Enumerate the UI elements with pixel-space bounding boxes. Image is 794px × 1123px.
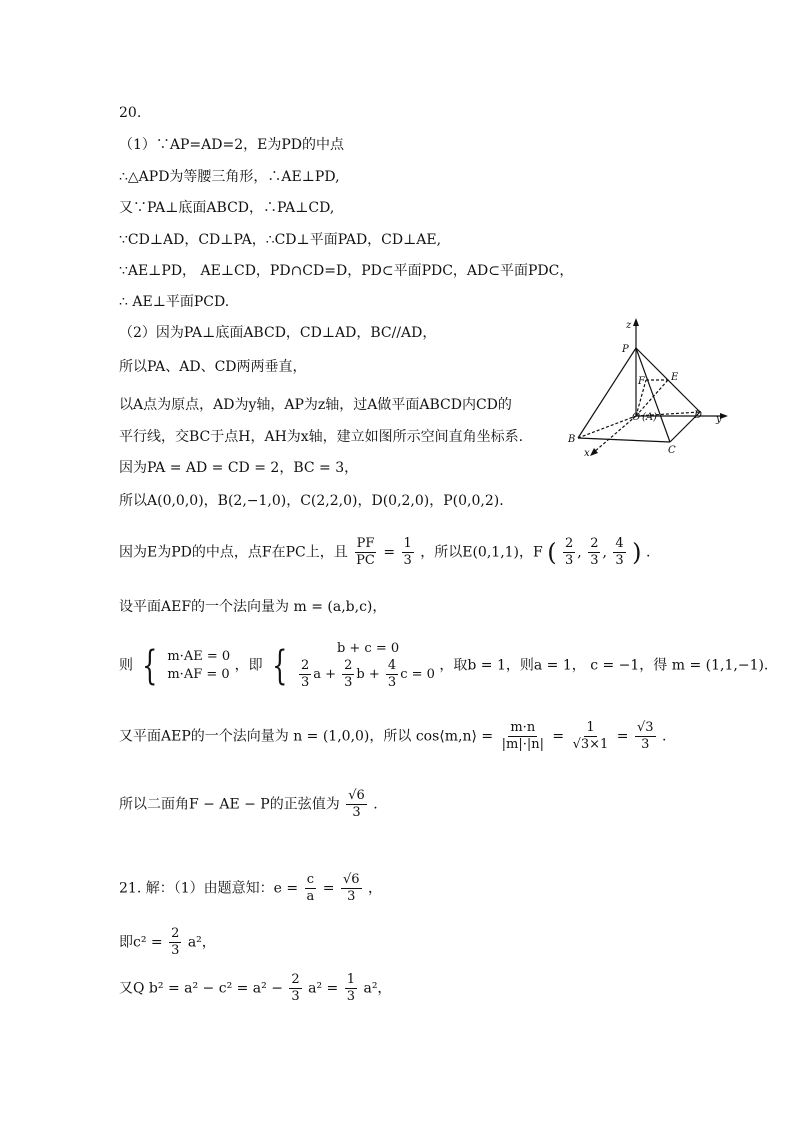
solution-line-6: ∴ AE⊥平面PCD.: [119, 294, 230, 310]
label-D: D: [694, 410, 703, 421]
solution-line-13: 因为E为PD的中点，点F在PC上，且 $\frac{PF}{PC}$ = $\frac{1}{3}$ ，所以E(0,1,1)，F ( $\frac{2}{3}$ , $\frac{2}{3}$ , $\frac{4}{3}$ ) .: [119, 536, 651, 568]
label-F: F: [638, 376, 645, 387]
question-number: 20.: [119, 105, 142, 121]
question-21-line-2: 即c² = $\frac{2}{3}$ a²，: [119, 926, 216, 958]
solution-line-5: ∵AE⊥PD， AE⊥CD，PD∩CD=D，PD⊂平面PDC，AD⊂平面PDC，: [119, 263, 574, 279]
fraction: $\frac{m\cdot n}{|m|\cdot|n|}$: [501, 720, 544, 752]
label-A: (A): [642, 412, 658, 423]
label-E: E: [671, 372, 679, 383]
paren: (: [547, 538, 557, 567]
text: 因为E为PD的中点，点F在PC上，且: [119, 544, 348, 561]
solution-line-17: 所以二面角F − AE − P的正弦值为 $\frac{√6}{3}$ .: [119, 788, 378, 820]
left-brace: {: [142, 642, 158, 689]
solution-line-2: ∴△APD为等腰三角形，∴AE⊥PD,: [119, 169, 340, 185]
question-21-line-1: 21. 解：（1）由题意知：e = $\frac{c}{a}$ = $\frac{√6}{3}$ ，: [119, 872, 382, 904]
solution-line-15: [119, 640, 768, 691]
label-x: x: [584, 448, 590, 458]
label-y: y: [716, 414, 722, 425]
text: 又平面AEP的一个法向量为 n = (1,0,0)，所以 cos⟨m,n⟩ =: [119, 728, 498, 745]
edge-PC: [636, 348, 670, 442]
text: ，取b = 1，则a = 1， c = −1，得 m = (1,1,−1).: [439, 657, 769, 674]
solution-line-7: （2）因为PA⊥底面ABCD，CD⊥AD，BC//AD，: [119, 325, 437, 341]
text: 则: [119, 657, 133, 674]
solution-line-14: 设平面AEF的一个法向量为 m = (a,b,c)，: [119, 599, 387, 615]
fraction: $\frac{√6}{3}$: [348, 788, 365, 820]
text: 即c² =: [119, 934, 168, 951]
text: 所以二面角F − AE − P的正弦值为: [119, 796, 340, 813]
text: 21. 解：（1）由题意知：e =: [119, 880, 303, 897]
fraction: $\frac{c}{a}$: [306, 872, 315, 904]
fraction: $\frac{1}{3}$: [346, 972, 356, 1004]
fraction: $\frac{4}{3}$: [615, 536, 624, 568]
fraction: $\frac{2}{3}$: [565, 536, 574, 568]
solution-line-3: 又∵PA⊥底面ABCD，∴PA⊥CD,: [119, 200, 335, 216]
fraction: $\frac{1}{3}$: [403, 536, 412, 568]
label-P: P: [622, 344, 629, 355]
fraction: $\frac{2}{3}$: [171, 926, 180, 958]
text: .: [645, 544, 651, 561]
edge-AB: [578, 416, 636, 438]
pyramid-coordinate-diagram: [560, 318, 730, 458]
fraction: $\frac{√3}{3}$: [636, 720, 654, 752]
fraction: $\frac{PF}{PC}$: [356, 536, 375, 568]
text: 又Q b² = a² − c² = a² −: [119, 980, 288, 997]
edge-BC: [578, 438, 670, 442]
solution-line-16: 又平面AEP的一个法向量为 n = (1,0,0)，所以 cos⟨m,n⟩ = $\frac{m\cdot n}{|m|\cdot|n|}$ = $\frac{1}{√3\times 1}$ = $\frac{√3}{3}$ .: [119, 720, 667, 752]
solution-line-11: 因为PA = AD = CD = 2，BC = 3，: [119, 460, 359, 476]
fraction: $\frac{1}{√3\times 1}$: [572, 720, 609, 752]
solution-line-10: 平行线，交BC于点H，AH为x轴，建立如图所示空间直角坐标系.: [119, 429, 524, 445]
paren: ): [632, 538, 642, 567]
left-brace: {: [272, 642, 288, 689]
label-z: z: [626, 320, 632, 331]
label-O: O: [632, 412, 641, 423]
x-axis: [594, 416, 636, 452]
solution-line-8: 所以PA、AD、CD两两垂直，: [119, 359, 307, 375]
label-C: C: [668, 445, 676, 456]
fraction: $\frac{2}{3}$: [291, 972, 300, 1004]
system: b + c = 0 $\frac{2}{3}$ a + $\frac{2}{3}$ b + $\frac{4}{3}$ c = 0: [300, 641, 435, 690]
fraction: $\frac{√6}{3}$: [342, 872, 360, 904]
solution-line-12: 所以A(0,0,0)，B(2,−1,0)，C(2,2,0)，D(0,2,0)，P(0,0,2).: [119, 493, 504, 509]
equals: =: [383, 544, 396, 561]
fraction: $\frac{2}{3}$: [590, 536, 599, 568]
system: m·AE = 0 m·AF = 0: [167, 648, 231, 682]
text: ，所以E(0,1,1)，F: [420, 544, 543, 561]
solution-line-9: 以A点为原点，AD为y轴，AP为z轴，过A做平面ABCD内CD的: [119, 397, 512, 413]
text: ，即: [234, 657, 263, 674]
solution-line-4: ∵CD⊥AD，CD⊥PA，∴CD⊥平面PAD，CD⊥AE,: [119, 232, 442, 248]
question-21-line-3: 又Q b² = a² − c² = a² − $\frac{2}{3}$ a² = $\frac{1}{3}$ a²，: [119, 972, 392, 1004]
solution-line-1: （1）∵AP=AD=2，E为PD的中点: [119, 137, 345, 153]
label-B: B: [568, 434, 576, 445]
edge-PB: [578, 348, 636, 438]
